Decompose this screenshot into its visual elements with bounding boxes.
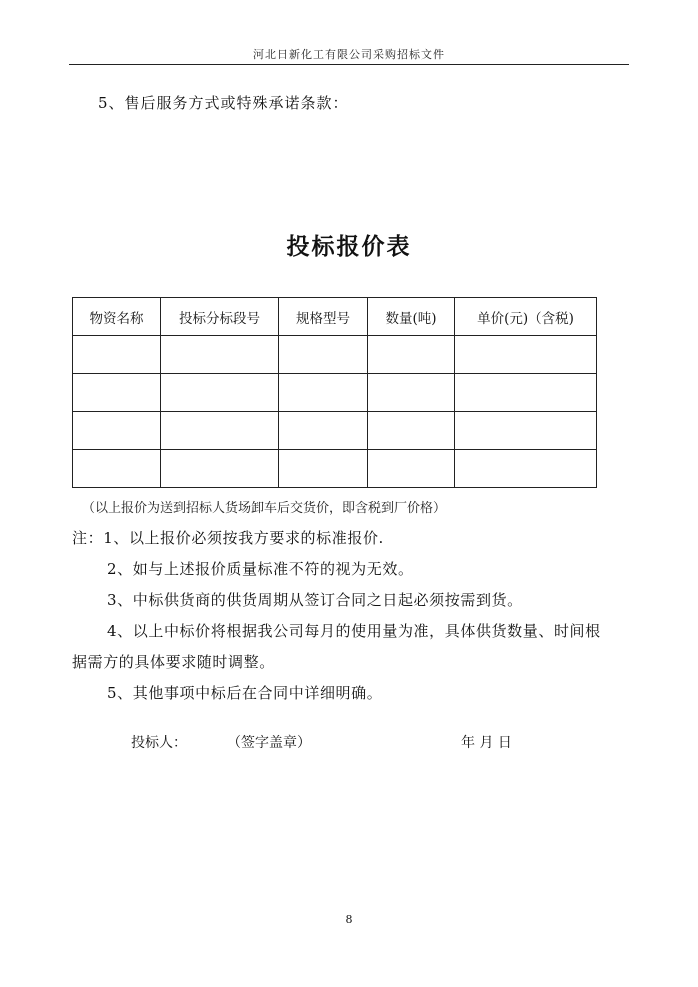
table-cell[interactable]	[279, 412, 368, 450]
table-cell[interactable]	[455, 336, 597, 374]
table-cell[interactable]	[368, 412, 455, 450]
table-cell[interactable]	[73, 374, 161, 412]
table-cell[interactable]	[73, 450, 161, 488]
column-header-unit-price: 单价(元)（含税)	[455, 298, 597, 336]
table-cell[interactable]	[279, 374, 368, 412]
section-after-sales: 5、售后服务方式或特殊承诺条款：	[98, 94, 349, 112]
table-cell[interactable]	[368, 450, 455, 488]
table-cell[interactable]	[161, 336, 279, 374]
form-title: 投标报价表	[286, 233, 412, 260]
table-cell[interactable]	[73, 336, 161, 374]
table-row	[73, 412, 597, 450]
bidder-label: 投标人：	[131, 735, 187, 751]
table-cell[interactable]	[368, 336, 455, 374]
column-header-quantity: 数量(吨)	[368, 298, 455, 336]
note-item-2: 2、如与上述报价质量标准不符的视为无效。	[107, 560, 414, 578]
date-label: 年 月 日	[461, 735, 512, 751]
table-cell[interactable]	[279, 336, 368, 374]
table-cell[interactable]	[455, 412, 597, 450]
notes-block	[72, 523, 632, 709]
table-row	[73, 336, 597, 374]
table-cell[interactable]	[161, 412, 279, 450]
table-cell[interactable]	[368, 374, 455, 412]
note-item-3: 3、中标供货商的供货周期从签订合同之日起必须按需到货。	[107, 591, 523, 609]
quote-table	[72, 297, 597, 488]
header-divider	[69, 64, 629, 65]
note-item-5: 5、其他事项中标后在合同中详细明确。	[107, 684, 383, 702]
table-cell[interactable]	[161, 450, 279, 488]
note-text: 1、以上报价必须按我方要求的标准报价.	[103, 529, 384, 547]
column-header-lot-number: 投标分标段号	[161, 298, 279, 336]
table-row	[73, 450, 597, 488]
table-row	[73, 374, 597, 412]
table-cell[interactable]	[73, 412, 161, 450]
note-item-1	[72, 523, 632, 554]
column-header-item-name: 物资名称	[73, 298, 161, 336]
note-item-4-continued: 据需方的具体要求随时调整。	[72, 653, 275, 671]
table-footnote: （以上报价为送到招标人货场卸车后交货价，即含税到厂价格）	[82, 501, 447, 516]
table-cell[interactable]	[161, 374, 279, 412]
table-cell[interactable]	[279, 450, 368, 488]
document-header: 河北日新化工有限公司采购招标文件	[253, 48, 445, 61]
table-cell[interactable]	[455, 374, 597, 412]
page-number: 8	[345, 913, 353, 926]
column-header-spec: 规格型号	[279, 298, 368, 336]
note-item-4: 4、以上中标价将根据我公司每月的使用量为准，具体供货数量、时间根	[107, 622, 601, 640]
table-header-row	[73, 298, 597, 336]
seal-label: （签字盖章）	[227, 735, 311, 751]
table-cell[interactable]	[455, 450, 597, 488]
notes-prefix: 注：	[72, 529, 104, 547]
